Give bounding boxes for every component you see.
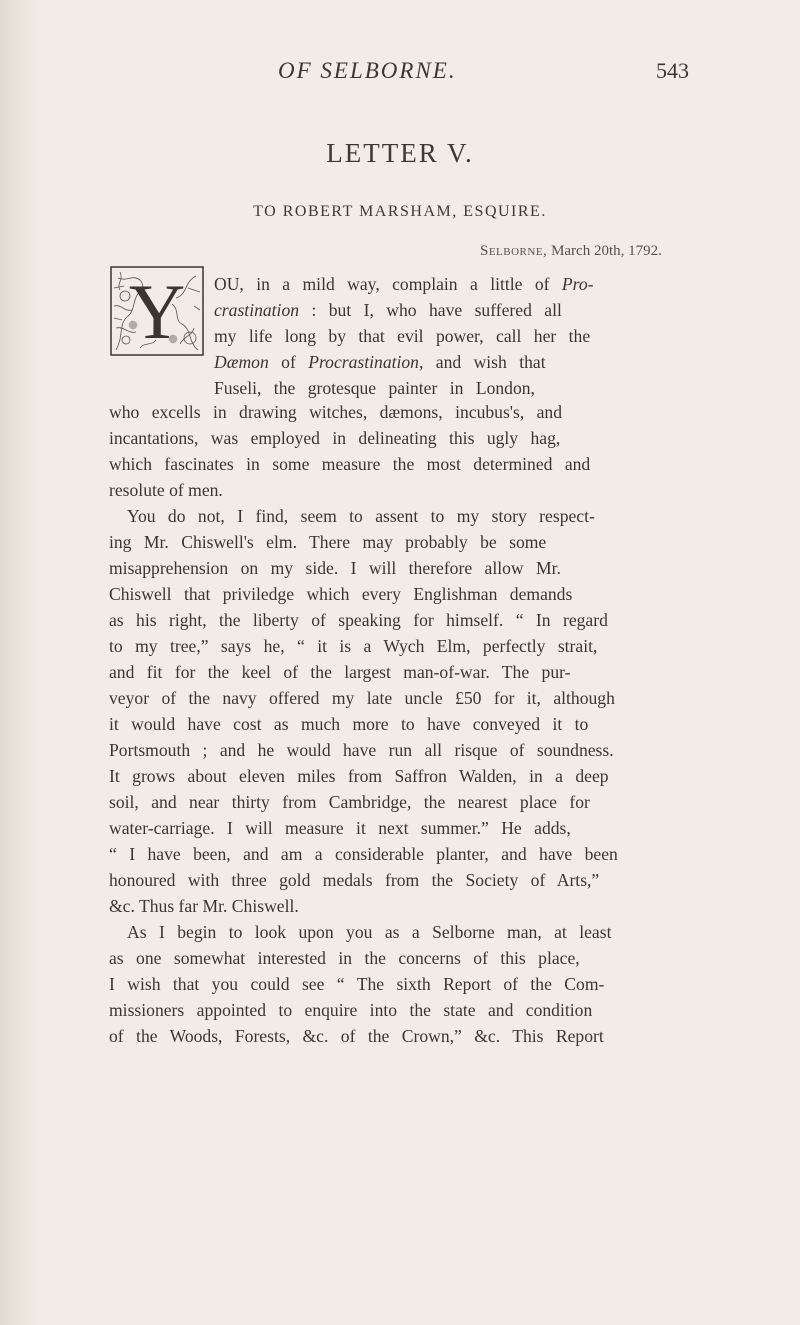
text-segment: veyor of the navy offered my late uncle £50 for it, although (109, 688, 615, 708)
running-title: OF SELBORNE. (278, 58, 457, 83)
dateline-place: Selborne, (480, 243, 548, 259)
text-line (109, 690, 615, 708)
text-segment: missioners appointed to enquire into the state and condition (109, 1000, 593, 1020)
text-segment: crastination (214, 300, 300, 320)
text-segment: You do not, I find, seem to assent to my story respect- (127, 506, 595, 526)
running-head (0, 58, 800, 88)
text-line (109, 560, 561, 578)
text-segment: it would have cost as much more to have conveyed it to (109, 714, 589, 734)
text-line (109, 820, 571, 838)
text-line (109, 872, 599, 890)
text-segment: resolute of men. (109, 480, 223, 500)
text-segment: I wish that you could see “ The sixth Report of the Com- (109, 974, 605, 994)
text-segment: and wish that (423, 352, 546, 372)
text-segment: of the Woods, Forests, &c. of the Crown,” &c. This Report (109, 1026, 604, 1046)
text-segment: incantations, was employed in delineating this ugly hag, (109, 428, 561, 448)
text-segment: of (268, 352, 309, 372)
text-line (109, 534, 546, 552)
text-line (214, 302, 562, 320)
text-line (127, 508, 595, 526)
text-segment: and fit for the keel of the largest man-of-war. The pur- (109, 662, 571, 682)
letter-dateline (480, 243, 662, 260)
text-segment: Dæmon (214, 352, 269, 372)
text-line (109, 716, 588, 734)
text-line (109, 612, 608, 630)
text-line (214, 380, 535, 398)
text-segment: which fascinates in some measure the most determined and (109, 454, 591, 474)
page-number: 543 (656, 58, 689, 83)
text-segment: It grows about eleven miles from Saffron Walden, in a deep (109, 766, 609, 786)
text-segment: my life long by that evil power, call her the (214, 326, 591, 346)
text-segment: as one somewhat interested in the concerns of this place, (109, 948, 580, 968)
text-line (109, 768, 609, 786)
text-segment: ing Mr. Chiswell's elm. There may probably be some (109, 532, 547, 552)
text-segment: Procrastination, (308, 352, 424, 372)
text-segment: water-carriage. I will measure it next summer.” He adds, (109, 818, 571, 838)
text-line (109, 898, 299, 916)
text-segment: honoured with three gold medals from the Society of Arts,” (109, 870, 600, 890)
text-segment: Pro- (561, 274, 594, 294)
letter-recipient: TO ROBERT MARSHAM, ESQUIRE. (253, 203, 547, 220)
text-line (109, 430, 560, 448)
text-segment: &c. Thus far Mr. Chiswell. (109, 896, 299, 916)
text-line (109, 664, 571, 682)
text-line (109, 404, 562, 422)
letter-heading: LETTER V. (326, 138, 474, 168)
text-line (127, 924, 611, 942)
drop-cap-letter: Y (128, 268, 186, 355)
text-line (109, 456, 590, 474)
text-line (214, 354, 546, 372)
text-line (214, 328, 590, 346)
text-segment: as his right, the liberty of speaking for himself. “ In regard (109, 610, 608, 630)
text-segment: Chiswell that priviledge which every Englishman demands (109, 584, 573, 604)
text-line (109, 742, 614, 760)
text-line (109, 638, 597, 656)
text-line (109, 1002, 592, 1020)
text-segment: : but I, who have suffered all (299, 300, 562, 320)
text-segment: Portsmouth ; and he would have run all risque of soundness. (109, 740, 614, 760)
text-segment: “ I have been, and am a considerable planter, and have been (109, 844, 618, 864)
text-line (109, 1028, 604, 1046)
text-line (109, 586, 572, 604)
text-segment: As I begin to look upon you as a Selborne man, at least (127, 922, 612, 942)
text-line (109, 794, 590, 812)
ornamental-drop-cap (110, 266, 204, 356)
text-segment: misapprehension on my side. I will therefore allow Mr. (109, 558, 561, 578)
text-segment: soil, and near thirty from Cambridge, the nearest place for (109, 792, 590, 812)
text-segment: OU, in a mild way, complain a little of (214, 274, 562, 294)
text-line (109, 976, 604, 994)
text-line (109, 846, 618, 864)
text-line (109, 482, 223, 500)
text-segment: who excells in drawing witches, dæmons, incubus's, and (109, 402, 563, 422)
text-line (214, 276, 594, 294)
text-segment: Fuseli, the grotesque painter in London, (214, 378, 535, 398)
text-segment: to my tree,” says he, “ it is a Wych Elm, perfectly strait, (109, 636, 598, 656)
dateline-date: March 20th, 1792. (551, 243, 662, 259)
text-line (109, 950, 580, 968)
